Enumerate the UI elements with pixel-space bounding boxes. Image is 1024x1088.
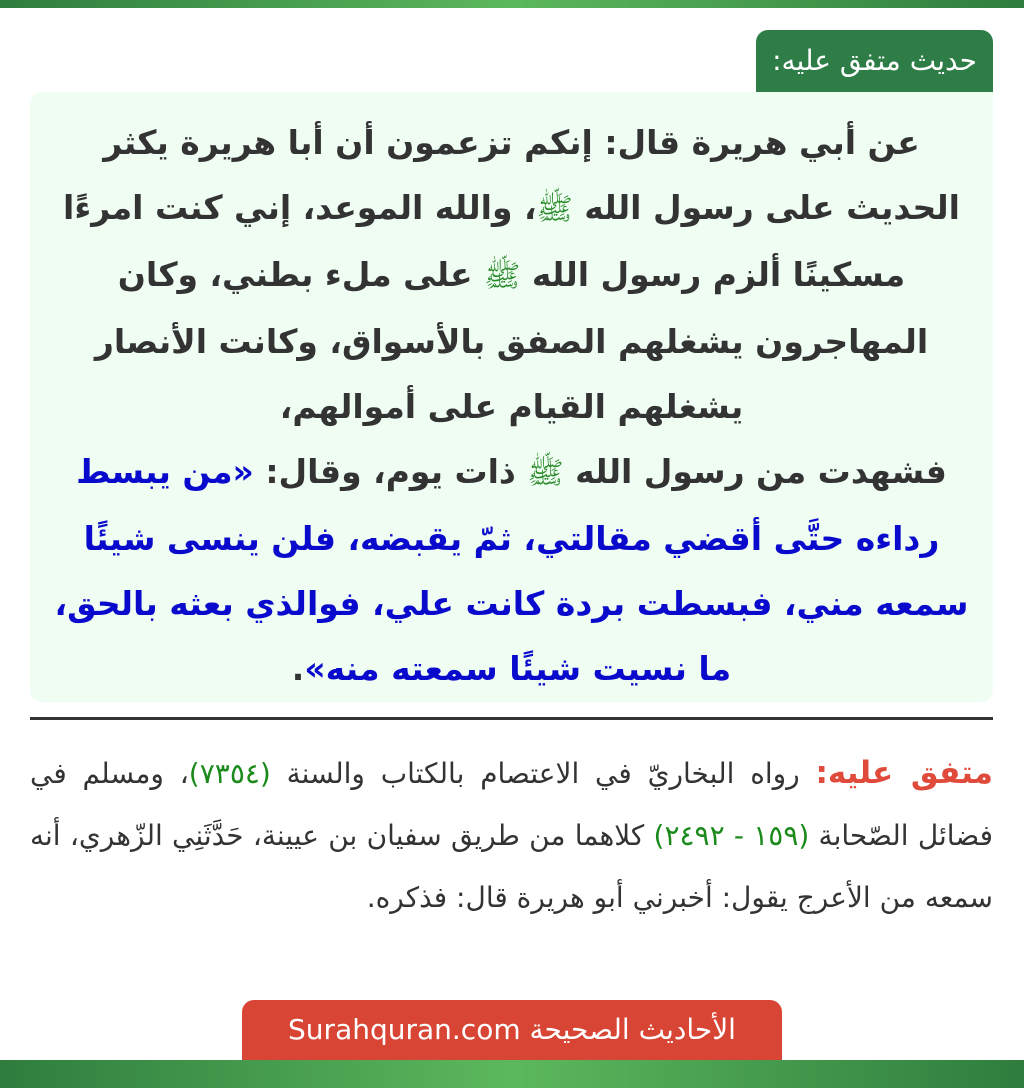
salawat-icon: ﷺ — [484, 259, 521, 294]
hadith-text: ، والله الموعد، إني كنت امرءًا مسكينًا ألزم رسول الله — [63, 188, 906, 294]
hadith-type-tag: حديث متفق عليه: — [756, 30, 993, 92]
bukhari-ref: (٧٣٥٤) — [188, 757, 271, 790]
takhrij-body: رواه البخاريّ في الاعتصام بالكتاب والسنة — [270, 757, 816, 790]
bottom-accent-bar — [0, 1060, 1024, 1088]
salawat-icon: ﷺ — [536, 192, 573, 227]
prophet-quote: «من يبسط رداءه حتَّى أقضي مقالتي، ثمّ يقبضه، فلن ينسى شيئًا سمعه مني، فبسطت بردة كانت علي، فوالذي بعثه بالحق، ما نسيت شيئًا سمعته منه» — [54, 452, 969, 688]
hadith-text: ذات يوم، وقال: — [253, 452, 516, 491]
muslim-ref: (١٥٩ - ٢٤٩٢) — [653, 819, 810, 852]
top-accent-bar — [0, 0, 1024, 8]
hadith-end: . — [291, 649, 305, 688]
hadith-text: فشهدت من رسول الله — [575, 452, 947, 491]
takhrij-text — [30, 742, 993, 929]
takhrij-body: ، ومسلم في فضائل الصّحابة — [30, 757, 994, 852]
hadith-text-box — [30, 92, 993, 702]
takhrij-label: متفق عليه: — [815, 755, 994, 791]
divider — [30, 717, 993, 720]
site-badge: الأحاديث الصحيحة Surahquran.com — [242, 1000, 782, 1060]
hadith-text: عن أبي هريرة قال: إنكم تزعمون أن أبا هريرة يكثر الحديث على رسول الله — [103, 123, 960, 227]
hadith-text: على ملء بطني، وكان المهاجرون يشغلهم الصفق بالأسواق، وكانت الأنصار يشغلهم القيام على أموالهم، — [94, 255, 929, 426]
salawat-icon: ﷺ — [527, 456, 564, 491]
takhrij-body: كلاهما من طريق سفيان بن عيينة، حَدَّثَنِي الزّهري، أنه سمعه من الأعرج يقول: أخبرني أبو هريرة قال: فذكره. — [30, 819, 993, 914]
